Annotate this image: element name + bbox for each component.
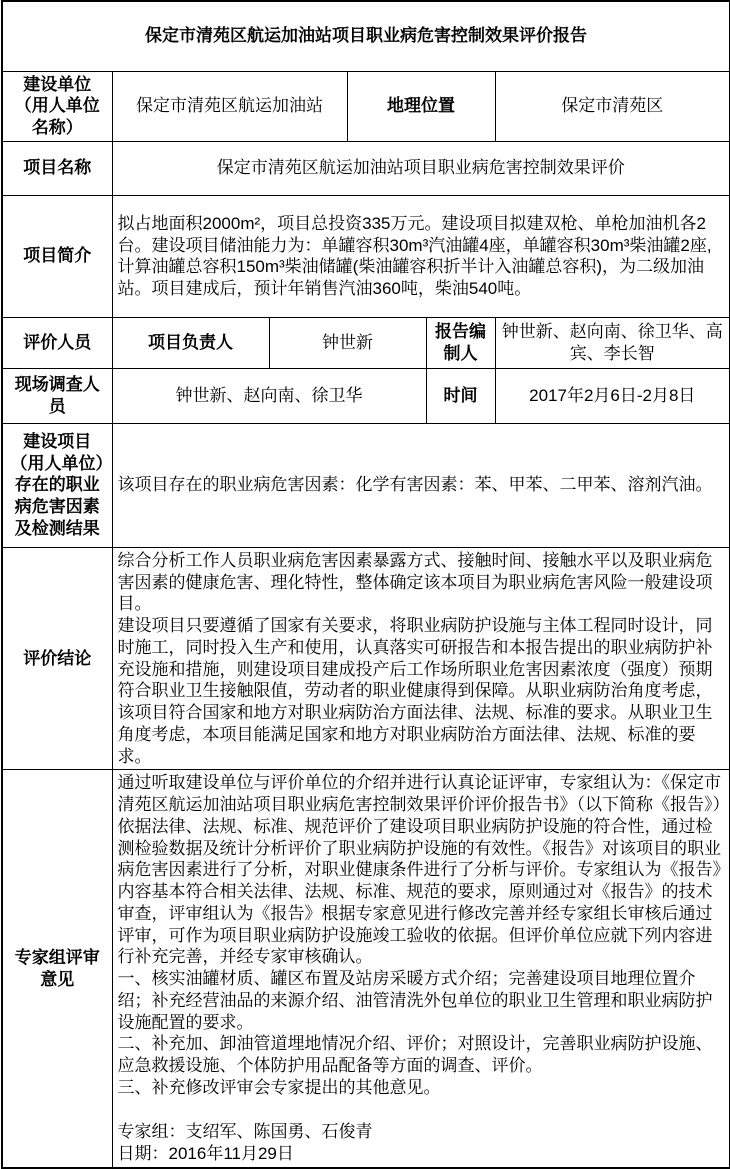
construction-unit-row [2, 71, 730, 141]
site-survey-label: 现场调查人员 [2, 368, 112, 423]
expert-review-text [112, 770, 730, 1168]
review-date: 日期：2016年11月29日 [117, 1144, 294, 1164]
project-summary-text: 拟占地面积2000m²，项目总投资335万元。建设项目拟建双枪、单枪加油机各2台。建设项目储油能力为：单罐容积30m³汽油罐4座，单罐容积30m³柴油罐2座,计算油罐总容积150m³柴油储罐(柴油罐容积折半计入油罐总容积)，为二级加油站。项目建成后，预计年销售汽油360吨，柴油540吨。 [112, 195, 730, 317]
expert-review-paragraph: 三、补充修改评审会专家提出的其他意见。 [117, 1077, 441, 1097]
conclusion-paragraph: 建设项目只要遵循了国家有关要求，将职业病防护设施与主体工程同时设计，同时施工，同时投入生产和使用，认真落实可研报告和本报告提出的职业病防护补充设施和措施，则建设项目建成投产后工作场所职业危害因素浓度（强度）预期符合职业卫生接触限值，劳动者的职业健康得到保障。从职业病防治角度考虑，该项目符合国家和地方对职业病防治方面法律、法规、标准的要求。从职业卫生角度考虑，本项目能满足国家和地方对职业病防治方面法律、法规、标准的要求。 [117, 616, 713, 766]
project-name-label: 项目名称 [2, 141, 112, 195]
project-name-value: 保定市清苑区航运加油站项目职业病危害控制效果评价 [112, 141, 730, 195]
project-summary-label: 项目简介 [2, 195, 112, 317]
project-name-row [2, 141, 730, 195]
location-label: 地理位置 [347, 71, 495, 141]
expert-review-row [2, 770, 730, 1168]
conclusion-text [112, 547, 730, 770]
project-summary-row [2, 195, 730, 317]
expert-review-paragraph: 一、核实油罐材质、罐区布置及站房采暖方式介绍；完善建设项目地理位置介绍；补充经营油品的来源介绍、油管清洗外包单位的职业卫生管理和职业病防护设施配置的要求。 [117, 969, 713, 1032]
expert-review-paragraph: 通过听取建设单位与评价单位的介绍并进行认真论证评审，专家组认为：《保定市清苑区航运加油站项目职业病危害控制效果评价评价报告书》（以下简称《报告》）依据法律、法规、标准、规范评价了建设项目职业病防护设施的符合性，通过检测检验数据及统计分析评价了职业病防护设施的有效性。《报告》对该项目的职业病危害因素进行了分析，对职业健康条件进行了分析与评价。专家组认为《报告》内容基本符合相关法律、法规、标准、规范的要求，原则通过对《报告》的技术审查，评审组认为《报告》根据专家意见进行修改完善并经专家组长审核后通过评审，可作为项目职业病防护设施竣工验收的依据。但评价单位应就下列内容进行补充完善，并经专家审核确认。 [117, 773, 721, 967]
construction-unit-label: 建设单位（用人单位名称） [2, 71, 112, 141]
hazards-label: 建设项目（用人单位）存在的职业病危害因素及检测结果 [2, 423, 112, 547]
conclusion-paragraph: 综合分析工作人员职业病危害因素暴露方式、接触时间、接触水平以及职业病危害因素的健康危害、理化特性，整体确定该本项目为职业病危害风险一般建设项目。 [117, 550, 713, 614]
title-row [2, 1, 730, 71]
report-compiler-names: 钟世新、赵向南、徐卫华、高宾、李长智 [495, 317, 730, 368]
location-value: 保定市清苑区 [495, 71, 730, 141]
evaluators-row [2, 317, 730, 368]
site-survey-row [2, 368, 730, 423]
conclusion-row [2, 547, 730, 770]
evaluation-report-table [1, 0, 730, 1169]
expert-review-label: 专家组评审意见 [2, 770, 112, 1168]
construction-unit-value: 保定市清苑区航运加油站 [112, 71, 347, 141]
report-compiler-label: 报告编制人 [426, 317, 495, 368]
project-leader-name: 钟世新 [269, 317, 426, 368]
time-label: 时间 [426, 368, 495, 423]
conclusion-label: 评价结论 [2, 547, 112, 770]
expert-group-signature: 专家组：支绍军、陈国勇、石俊青 [117, 1122, 373, 1142]
project-leader-label: 项目负责人 [112, 317, 269, 368]
time-value: 2017年2月6日-2月8日 [495, 368, 730, 423]
evaluators-label: 评价人员 [2, 317, 112, 368]
expert-review-paragraph: 二、补充加、卸油管道埋地情况介绍、评价；对照设计，完善职业病防护设施、应急救援设施、个体防护用品配备等方面的调查、评价。 [117, 1034, 713, 1075]
hazards-row [2, 423, 730, 547]
site-survey-names: 钟世新、赵向南、徐卫华 [112, 368, 426, 423]
report-title: 保定市清苑区航运加油站项目职业病危害控制效果评价报告 [2, 1, 730, 71]
hazards-value: 该项目存在的职业病危害因素：化学有害因素：苯、甲苯、二甲苯、溶剂汽油。 [112, 423, 730, 547]
